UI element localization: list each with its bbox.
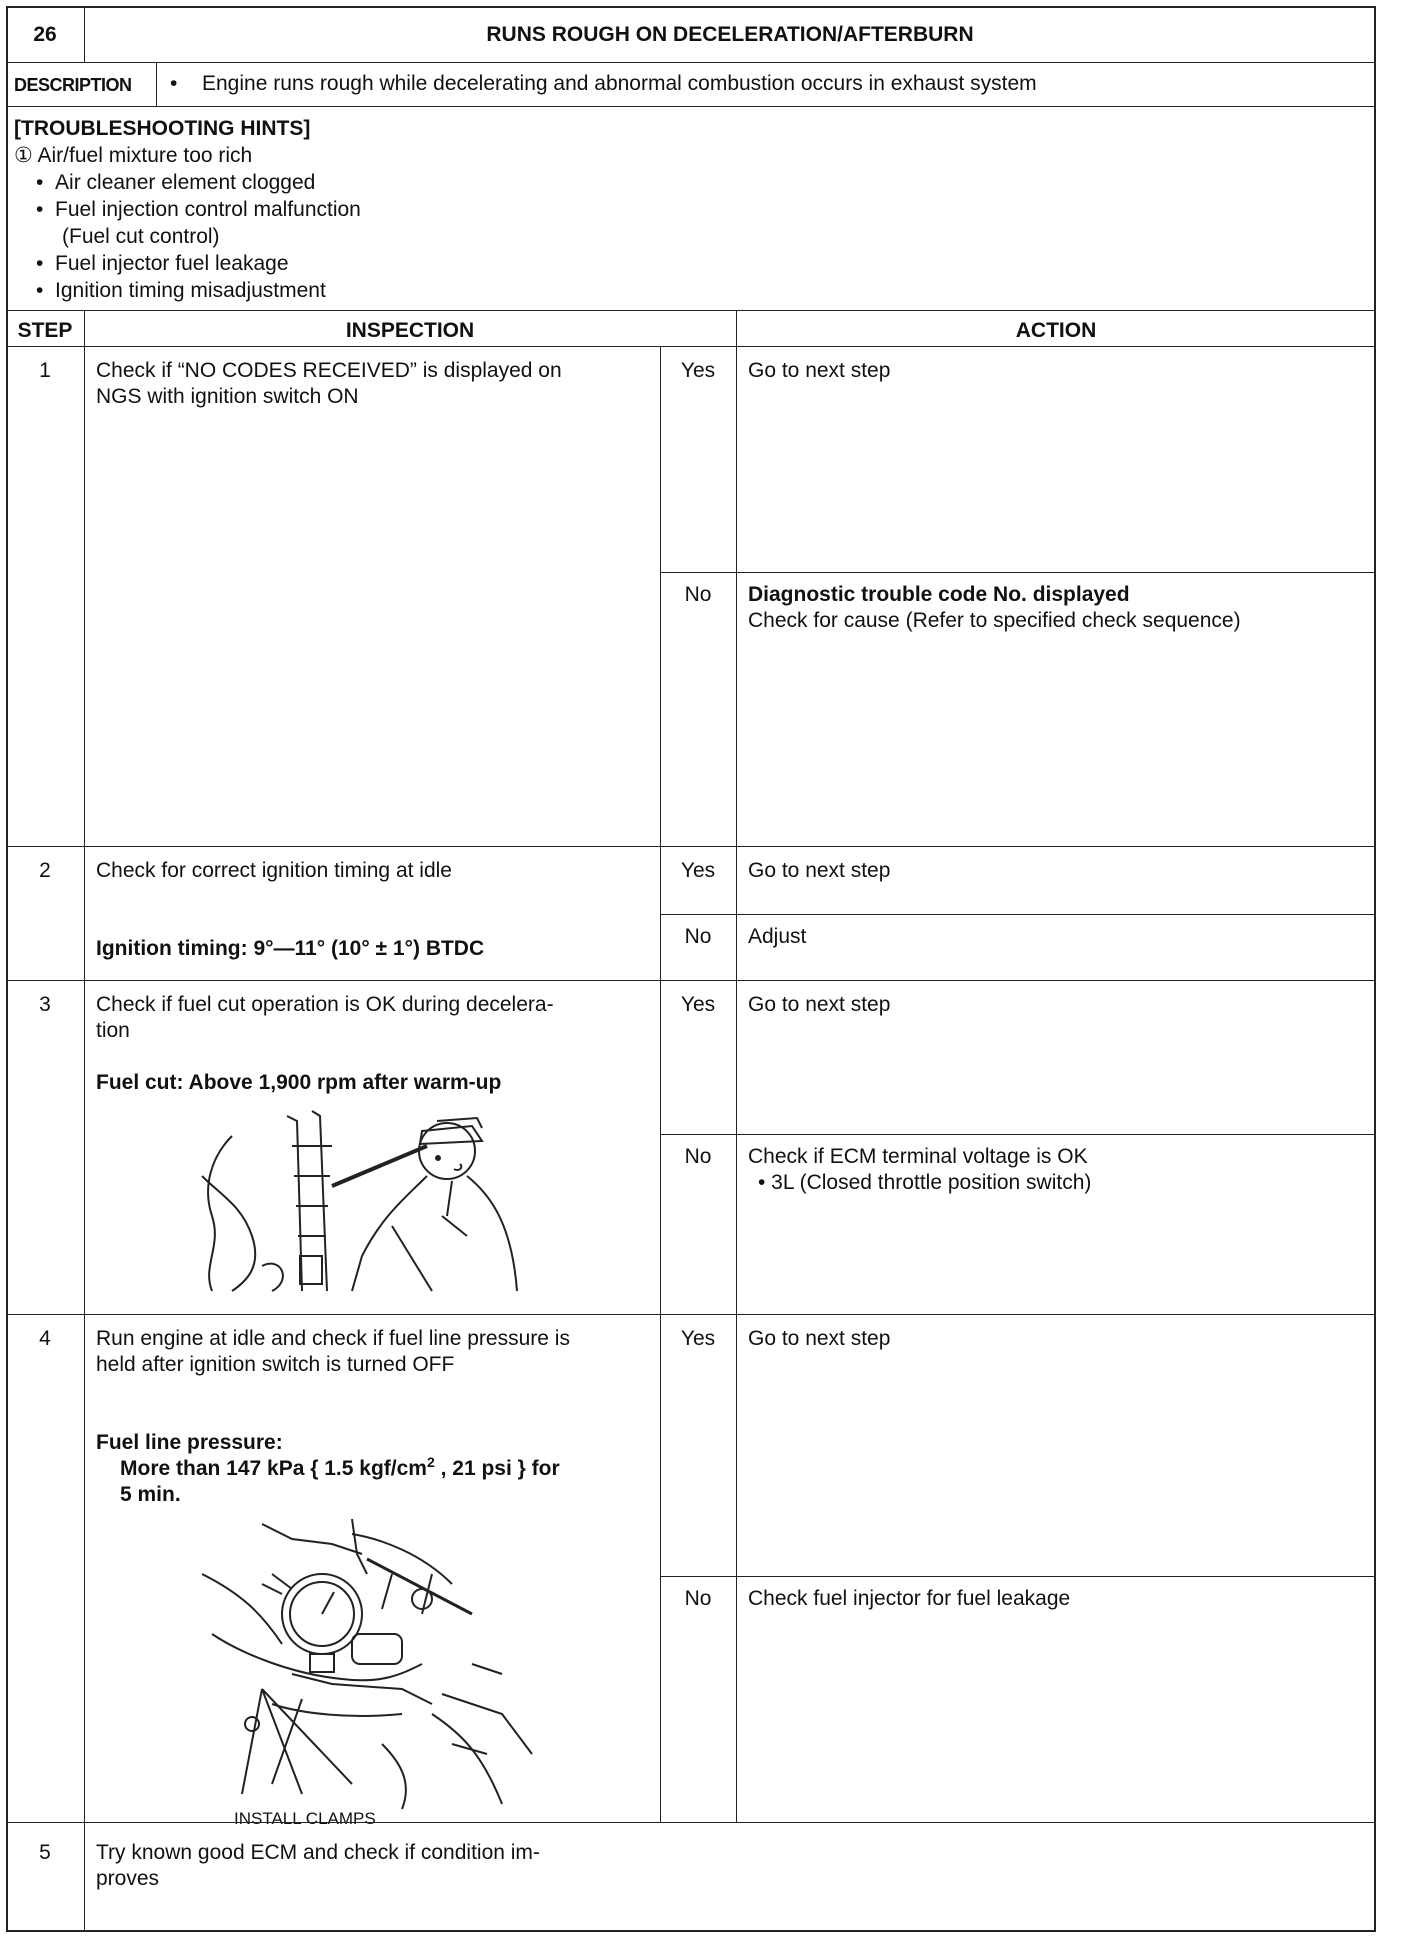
yes-no-divider <box>660 914 1376 915</box>
technician-illustration <box>192 1106 532 1296</box>
spec-text: More than 147 kPa { 1.5 kgf/cm <box>120 1457 427 1480</box>
step-divider <box>6 846 1376 847</box>
step-inspection-line: Check for correct ignition timing at idle <box>96 859 452 882</box>
step-number: 1 <box>39 359 51 382</box>
no-action-bullet: • 3L (Closed throttle position switch) <box>758 1171 1092 1194</box>
no-label: No <box>684 1587 712 1610</box>
step-number: 5 <box>39 1841 51 1864</box>
spec-text: , 21 psi } for <box>434 1457 560 1480</box>
hints-bottom-rule <box>6 310 1376 311</box>
step-inspection-line: tion <box>96 1019 130 1042</box>
hint-item-text: Fuel injection control malfunction <box>55 198 361 221</box>
no-action: Check if ECM terminal voltage is OK <box>748 1145 1088 1168</box>
hint-item: • Fuel injection control malfunction <box>36 198 361 221</box>
hint-item-text: Air cleaner element clogged <box>55 171 316 194</box>
hints-title: [TROUBLESHOOTING HINTS] <box>14 117 311 140</box>
specification <box>120 1456 560 1482</box>
step-number: 4 <box>39 1327 51 1350</box>
step-inspection-line: Try known good ECM and check if condition im- <box>96 1841 540 1864</box>
column-header-step: STEP <box>17 319 73 342</box>
hint-item: • Ignition timing misadjustment <box>36 279 326 302</box>
step-inspection-line: proves <box>96 1867 160 1890</box>
column-header-bottom-rule <box>6 346 1376 347</box>
hint-item: • Fuel injector fuel leakage <box>36 252 289 275</box>
yes-no-divider <box>660 1576 1376 1577</box>
procedure-number: 26 <box>33 23 57 46</box>
yes-label: Yes <box>680 993 716 1016</box>
description-label: DESCRIPTION <box>14 75 132 95</box>
yes-action: Go to next step <box>748 1327 891 1350</box>
figure-caption: INSTALL CLAMPS <box>234 1809 376 1828</box>
step-divider <box>6 1822 1376 1823</box>
yes-label: Yes <box>680 1327 716 1350</box>
no-label: No <box>684 583 712 606</box>
yes-action: Go to next step <box>748 993 891 1016</box>
step-inspection-line: Check if “NO CODES RECEIVED” is displayed on <box>96 359 562 382</box>
hints-cause: ① Air/fuel mixture too rich <box>14 144 253 167</box>
no-action: Adjust <box>748 925 807 948</box>
specification: 5 min. <box>120 1483 181 1506</box>
step-divider <box>6 1314 1376 1315</box>
no-action: Check fuel injector for fuel leakage <box>748 1587 1071 1610</box>
step-divider <box>6 980 1376 981</box>
hint-item: • Air cleaner element clogged <box>36 171 316 194</box>
yes-action: Go to next step <box>748 359 891 382</box>
yes-label: Yes <box>680 359 716 382</box>
step-column-divider <box>84 310 85 1932</box>
yes-action: Go to next step <box>748 859 891 882</box>
hint-item-text: Ignition timing misadjustment <box>55 279 326 302</box>
yes-no-divider <box>660 1134 1376 1135</box>
description-bullet: • <box>170 72 178 95</box>
step-number: 2 <box>39 859 51 882</box>
step-inspection-line: held after ignition switch is turned OFF <box>96 1353 455 1376</box>
step-number: 3 <box>39 993 51 1016</box>
no-action: Check for cause (Refer to specified check sequence) <box>748 609 1241 632</box>
step-inspection-line: Check if fuel cut operation is OK during decelera- <box>96 993 554 1016</box>
no-action-heading: Diagnostic trouble code No. displayed <box>748 583 1130 606</box>
description-divider <box>156 62 157 106</box>
hint-item-note: (Fuel cut control) <box>62 225 220 248</box>
specification: Fuel cut: Above 1,900 rpm after warm-up <box>96 1071 502 1094</box>
yes-no-divider <box>660 572 1376 573</box>
specification: Ignition timing: 9°—11° (10° ± 1°) BTDC <box>96 937 485 960</box>
action-column-divider <box>736 310 737 1822</box>
description-text: Engine runs rough while decelerating and abnormal combustion occurs in exhaust system <box>202 72 1037 95</box>
specification-title: Fuel line pressure: <box>96 1431 283 1454</box>
header-bottom-rule <box>6 62 1376 63</box>
spec-superscript: 2 <box>426 1454 435 1470</box>
no-label: No <box>684 1145 712 1168</box>
yes-label: Yes <box>680 859 716 882</box>
description-bottom-rule <box>6 106 1376 107</box>
step-inspection-line: NGS with ignition switch ON <box>96 385 359 408</box>
troubleshooting-page <box>6 6 1376 1932</box>
fuel-pressure-gauge-illustration <box>202 1514 542 1814</box>
no-label: No <box>684 925 712 948</box>
page-title: RUNS ROUGH ON DECELERATION/AFTERBURN <box>486 23 974 46</box>
column-header-inspection: INSPECTION <box>345 319 475 342</box>
step-inspection-line: Run engine at idle and check if fuel line pressure is <box>96 1327 570 1350</box>
column-header-action: ACTION <box>1015 319 1097 342</box>
hint-item-text: Fuel injector fuel leakage <box>55 252 289 275</box>
